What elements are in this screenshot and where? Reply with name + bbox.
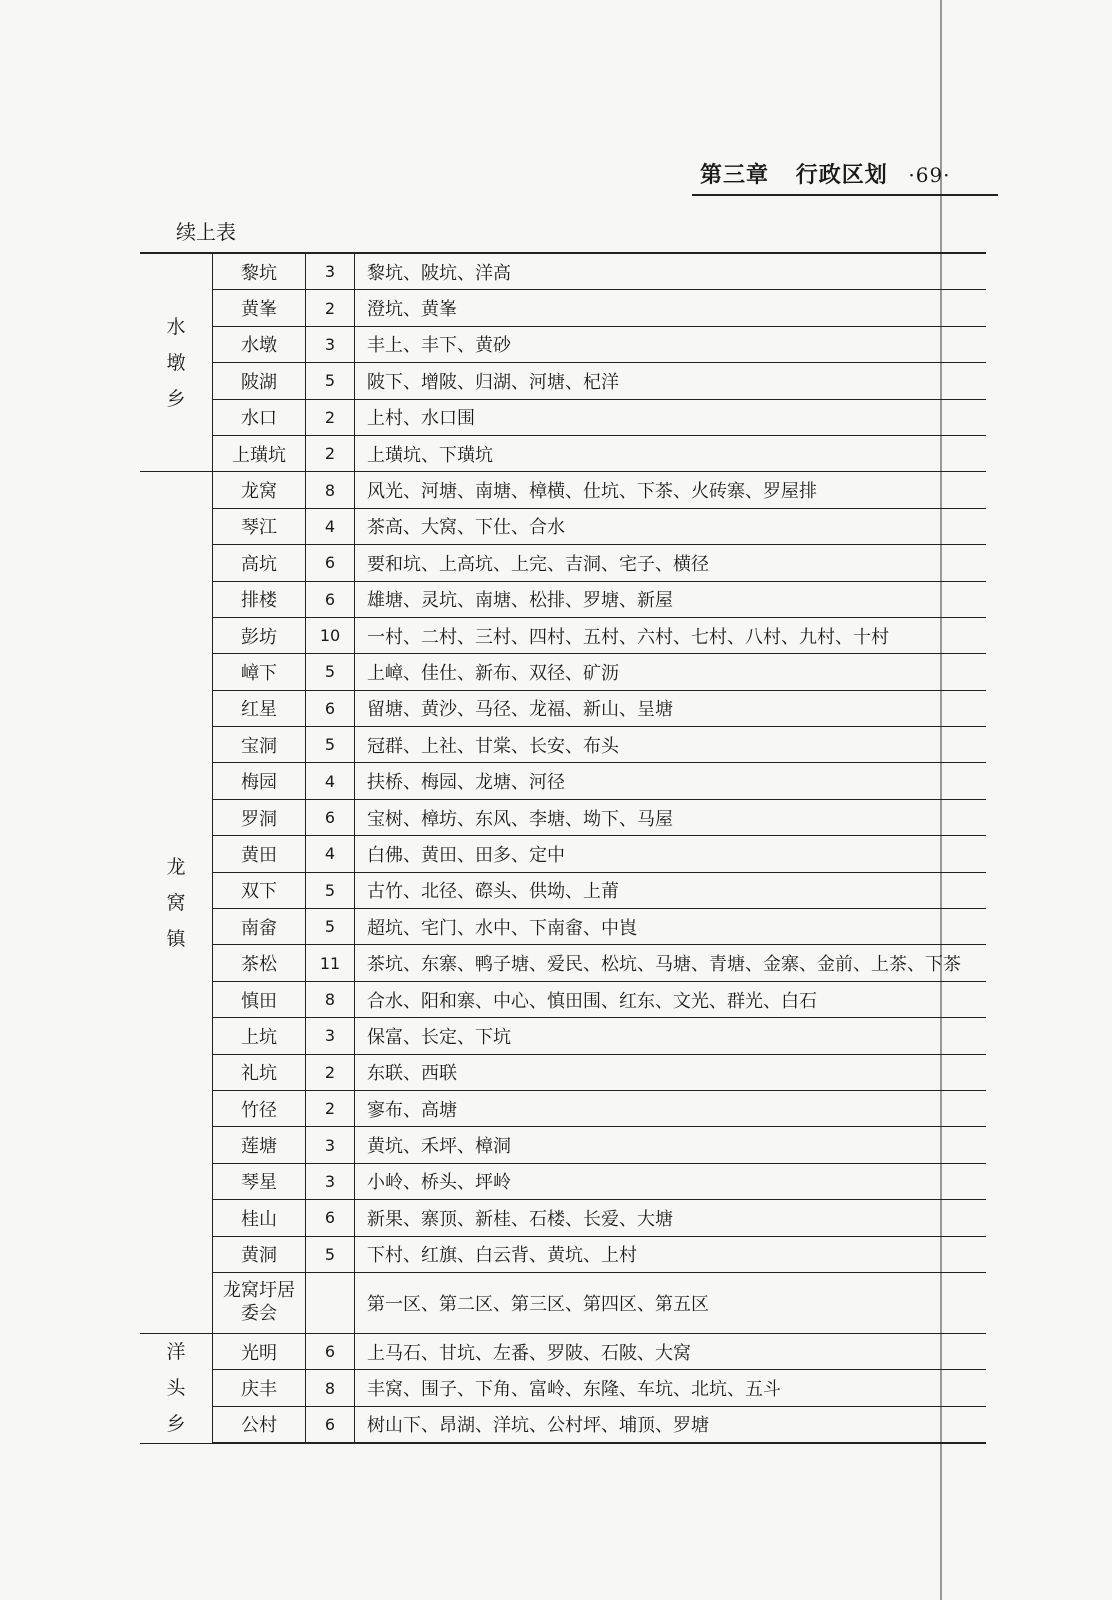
village-committee-name: 南畲 xyxy=(213,909,306,945)
village-committee-name: 陂湖 xyxy=(213,363,306,399)
village-count: 5 xyxy=(306,727,355,763)
village-count xyxy=(306,1272,355,1333)
village-count: 4 xyxy=(306,508,355,544)
table-row xyxy=(140,1333,986,1369)
village-count: 8 xyxy=(306,981,355,1017)
village-list: 下村、红旗、白云背、黄坑、上村 xyxy=(355,1236,987,1272)
village-list: 留塘、黄沙、马径、龙福、新山、呈塘 xyxy=(355,690,987,726)
village-list: 一村、二村、三村、四村、五村、六村、七村、八村、九村、十村 xyxy=(355,617,987,653)
village-committee-name: 上璜坑 xyxy=(213,435,306,471)
village-list: 扶桥、梅园、龙塘、河径 xyxy=(355,763,987,799)
village-count: 11 xyxy=(306,945,355,981)
village-committee-name: 宝洞 xyxy=(213,727,306,763)
village-list: 合水、阳和寨、中心、慎田围、红东、文光、群光、白石 xyxy=(355,981,987,1017)
table-row xyxy=(140,508,986,544)
village-committee-name: 茶松 xyxy=(213,945,306,981)
chapter-number: 第三章 xyxy=(700,162,770,188)
village-committee-name: 龙窝 xyxy=(213,472,306,508)
village-count: 3 xyxy=(306,1127,355,1163)
village-count: 2 xyxy=(306,1090,355,1126)
village-count: 10 xyxy=(306,617,355,653)
continuation-label: 续上表 xyxy=(176,220,236,244)
village-committee-name: 桂山 xyxy=(213,1200,306,1236)
township-name: 水墩乡 xyxy=(166,315,186,410)
village-count: 6 xyxy=(306,690,355,726)
table-row xyxy=(140,1236,986,1272)
table-row xyxy=(140,1272,986,1333)
village-count: 3 xyxy=(306,253,355,290)
table-row xyxy=(140,581,986,617)
running-header xyxy=(700,158,951,189)
township-cell xyxy=(140,472,213,1334)
village-list: 宝树、樟坊、东风、李塘、坳下、马屋 xyxy=(355,799,987,835)
village-list: 黎坑、陂坑、洋高 xyxy=(355,253,987,290)
village-committee-name: 黄峯 xyxy=(213,290,306,326)
table-row xyxy=(140,763,986,799)
village-committee-name: 梅园 xyxy=(213,763,306,799)
table-row xyxy=(140,981,986,1017)
table-row xyxy=(140,363,986,399)
village-list: 雄塘、灵坑、南塘、松排、罗塘、新屋 xyxy=(355,581,987,617)
village-committee-name: 黄田 xyxy=(213,836,306,872)
village-count: 8 xyxy=(306,1370,355,1406)
village-count: 2 xyxy=(306,290,355,326)
village-count: 5 xyxy=(306,1236,355,1272)
village-count: 6 xyxy=(306,1200,355,1236)
village-list: 澄坑、黄峯 xyxy=(355,290,987,326)
table-row xyxy=(140,1054,986,1090)
table-row xyxy=(140,1090,986,1126)
table-row xyxy=(140,872,986,908)
village-committee-name: 嶂下 xyxy=(213,654,306,690)
village-list: 新果、寨顶、新桂、石楼、长爱、大塘 xyxy=(355,1200,987,1236)
village-committee-name: 光明 xyxy=(213,1333,306,1369)
village-count: 5 xyxy=(306,654,355,690)
table-row xyxy=(140,1018,986,1054)
village-count: 6 xyxy=(306,1333,355,1369)
village-list: 东联、西联 xyxy=(355,1054,987,1090)
township-name: 龙窝镇 xyxy=(166,855,186,950)
village-committee-name: 琴江 xyxy=(213,508,306,544)
table-row xyxy=(140,326,986,362)
village-list: 上嶂、佳仕、新布、双径、矿沥 xyxy=(355,654,987,690)
village-committee-name: 龙窝圩居委会 xyxy=(213,1272,306,1333)
table-row xyxy=(140,435,986,471)
table-row xyxy=(140,909,986,945)
table-row xyxy=(140,617,986,653)
table-row xyxy=(140,727,986,763)
village-committee-name: 黎坑 xyxy=(213,253,306,290)
village-count: 6 xyxy=(306,799,355,835)
village-count: 6 xyxy=(306,581,355,617)
village-list: 茶坑、东寨、鸭子塘、爱民、松坑、马塘、青塘、金寨、金前、上茶、下茶 xyxy=(355,945,987,981)
table-row xyxy=(140,690,986,726)
village-committee-name: 红星 xyxy=(213,690,306,726)
village-count: 3 xyxy=(306,326,355,362)
table-row xyxy=(140,1370,986,1406)
village-list: 第一区、第二区、第三区、第四区、第五区 xyxy=(355,1272,987,1333)
village-list: 超坑、宅门、水中、下南畲、中崀 xyxy=(355,909,987,945)
village-committee-name: 水墩 xyxy=(213,326,306,362)
village-committee-name: 上坑 xyxy=(213,1018,306,1054)
village-list: 保富、长定、下坑 xyxy=(355,1018,987,1054)
village-count: 2 xyxy=(306,399,355,435)
table-row xyxy=(140,1406,986,1443)
village-count: 2 xyxy=(306,1054,355,1090)
village-count: 5 xyxy=(306,909,355,945)
village-committee-name: 水口 xyxy=(213,399,306,435)
village-count: 5 xyxy=(306,363,355,399)
table-row xyxy=(140,799,986,835)
village-committee-name: 琴星 xyxy=(213,1163,306,1199)
village-committee-name: 礼坑 xyxy=(213,1054,306,1090)
table-row xyxy=(140,945,986,981)
header-rule xyxy=(692,194,998,196)
village-list: 白佛、黄田、田多、定中 xyxy=(355,836,987,872)
village-count: 3 xyxy=(306,1018,355,1054)
page-number: ·69· xyxy=(908,163,951,187)
village-count: 6 xyxy=(306,545,355,581)
township-name: 洋头乡 xyxy=(166,1341,186,1436)
table-row xyxy=(140,1163,986,1199)
village-committee-name: 莲塘 xyxy=(213,1127,306,1163)
village-committee-name: 慎田 xyxy=(213,981,306,1017)
village-committee-name: 高坑 xyxy=(213,545,306,581)
table-row xyxy=(140,654,986,690)
village-count: 5 xyxy=(306,872,355,908)
village-committee-name: 公村 xyxy=(213,1406,306,1443)
township-cell xyxy=(140,1333,213,1443)
village-count: 2 xyxy=(306,435,355,471)
village-list: 寥布、高塘 xyxy=(355,1090,987,1126)
village-committee-name: 排楼 xyxy=(213,581,306,617)
table-row xyxy=(140,1127,986,1163)
table-row xyxy=(140,545,986,581)
table-row xyxy=(140,399,986,435)
village-count: 8 xyxy=(306,472,355,508)
village-list: 小岭、桥头、坪岭 xyxy=(355,1163,987,1199)
village-list: 黄坑、禾坪、樟洞 xyxy=(355,1127,987,1163)
village-committee-name: 彭坊 xyxy=(213,617,306,653)
village-count: 6 xyxy=(306,1406,355,1443)
admin-division-table xyxy=(140,252,986,1444)
village-list: 上马石、甘坑、左番、罗陂、石陂、大窝 xyxy=(355,1333,987,1369)
table-row xyxy=(140,253,986,290)
village-committee-name: 竹径 xyxy=(213,1090,306,1126)
table-row xyxy=(140,1200,986,1236)
village-count: 4 xyxy=(306,836,355,872)
village-list: 上村、水口围 xyxy=(355,399,987,435)
village-list: 风光、河塘、南塘、樟横、仕坑、下茶、火砖寨、罗屋排 xyxy=(355,472,987,508)
table-row xyxy=(140,472,986,508)
table-row xyxy=(140,290,986,326)
village-list: 树山下、昂湖、洋坑、公村坪、埔顶、罗塘 xyxy=(355,1406,987,1443)
township-cell xyxy=(140,253,213,472)
village-list: 古竹、北径、磜头、供坳、上莆 xyxy=(355,872,987,908)
village-count: 4 xyxy=(306,763,355,799)
table-row xyxy=(140,836,986,872)
village-committee-name: 黄洞 xyxy=(213,1236,306,1272)
chapter-title: 行政区划 xyxy=(795,162,888,188)
village-count: 3 xyxy=(306,1163,355,1199)
village-list: 陂下、增陂、归湖、河塘、杞洋 xyxy=(355,363,987,399)
village-list: 上璜坑、下璜坑 xyxy=(355,435,987,471)
village-committee-name: 双下 xyxy=(213,872,306,908)
village-list: 要和坑、上高坑、上完、吉洞、宅子、横径 xyxy=(355,545,987,581)
village-list: 丰上、丰下、黄砂 xyxy=(355,326,987,362)
village-committee-name: 庆丰 xyxy=(213,1370,306,1406)
village-list: 冠群、上社、甘棠、长安、布头 xyxy=(355,727,987,763)
village-list: 丰窝、围子、下角、富岭、东隆、车坑、北坑、五斗 xyxy=(355,1370,987,1406)
village-list: 茶高、大窝、下仕、合水 xyxy=(355,508,987,544)
village-committee-name: 罗洞 xyxy=(213,799,306,835)
